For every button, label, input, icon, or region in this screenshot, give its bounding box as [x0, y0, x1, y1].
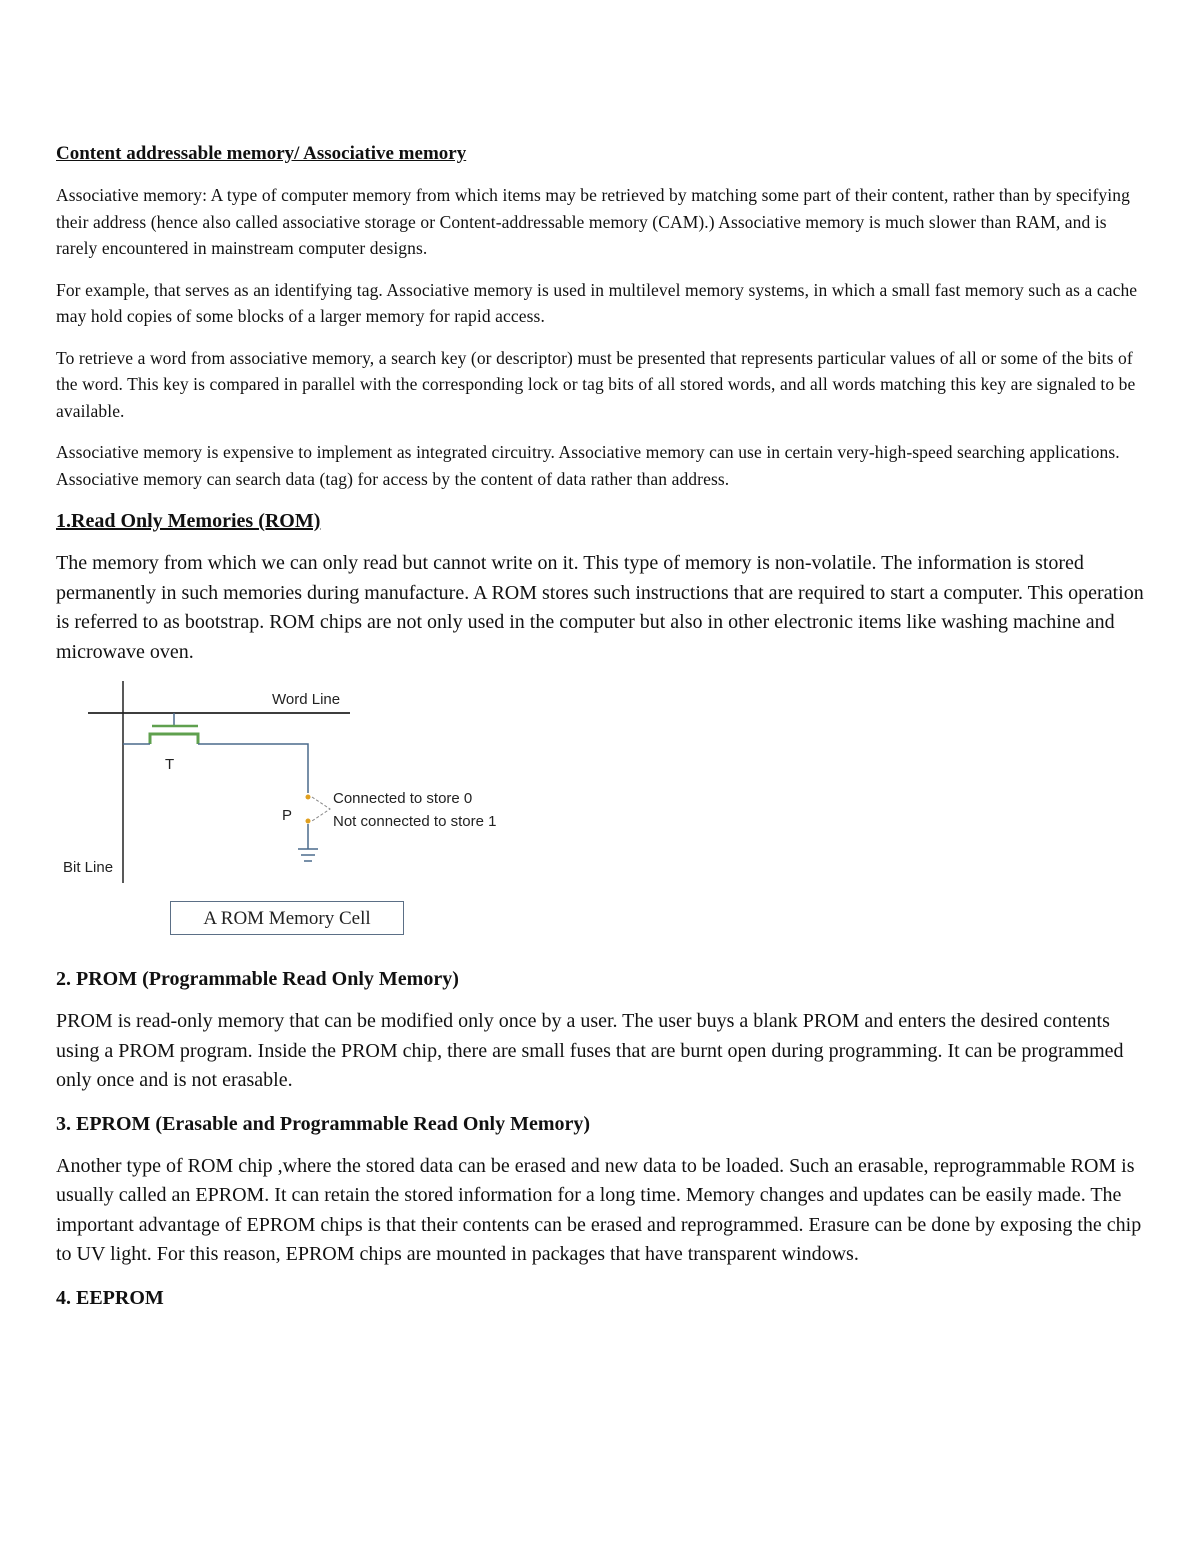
figure-caption: A ROM Memory Cell: [170, 901, 404, 935]
cam-paragraph-3: To retrieve a word from associative memory, a search key (or descriptor) must be presented that represents particular values of all or some of the bits of the word. This key is compared in parallel with the corresponding lock or tag bits of all stored words, and all words matching this key are signaled to be available.: [56, 347, 1136, 421]
rom-memory-cell-figure: [56, 681, 576, 949]
junction-dot-bottom: [306, 819, 311, 824]
prom-paragraph: PROM is read-only memory that can be modified only once by a user. The user buys a blank PROM and enters the desired contents using a PROM program. Inside the PROM chip, there are small fuses that are burnt open during programming. It can be programmed only once and is not erasable.: [56, 1010, 1124, 1091]
rom-paragraph: The memory from which we can only read but cannot write on it. This type of memory is non-volatile. The information is stored permanently in such memories during manufacture. A ROM stores such instructions that are required to start a computer. This operation is referred to as bootstrap. ROM chips are not only used in the computer but also in other electronic items like washing machine and microwave oven.: [56, 552, 1144, 663]
section-heading-cam: Content addressable memory/ Associative memory: [56, 143, 467, 164]
drain-wire: [198, 744, 308, 793]
cam-paragraph-2: For example, that serves as an identifying tag. Associative memory is used in multilevel memory systems, in which a small fast memory such as a cache may hold copies of some blocks of a larger memory for rapid access.: [56, 279, 1138, 326]
section-heading-prom: 2. PROM (Programmable Read Only Memory): [56, 968, 459, 990]
connected-label: Connected to store 0: [333, 790, 473, 807]
switch-contacts: [312, 797, 330, 821]
junction-dot-top: [306, 795, 311, 800]
section-heading-rom: 1.Read Only Memories (ROM): [56, 510, 321, 532]
document-page: [56, 140, 1146, 1326]
section-heading-eeprom: 4. EEPROM: [56, 1286, 164, 1309]
not-connected-label: Not connected to store 1: [333, 813, 497, 830]
cam-paragraph-1: Associative memory: A type of computer memory from which items may be retrieved by matching some part of their content, rather than by specifying their address (hence also called associative storage or Content-addressable memory (CAM).) Associative memory is much slower than RAM, and is rarely encountered in mainstream computer designs.: [56, 185, 1130, 258]
transistor-channel: [150, 734, 198, 744]
section-heading-eprom: 3. EPROM (Erasable and Programmable Read Only Memory): [56, 1112, 591, 1135]
word-line-label: Word Line: [272, 691, 341, 708]
eprom-paragraph: Another type of ROM chip ,where the stored data can be erased and new data to be loaded. Such an erasable, reprogrammable ROM is usually called an EPROM. It can retain the stored information for a long time. Memory changes and updates can be easily made. The important advantage of EPROM chips is that their contents can be erased and reprogrammed. Erasure can be done by exposing the chip to UV light. For this reason, EPROM chips are mounted in packages that have transparent windows.: [56, 1154, 1142, 1265]
transistor-label: T: [165, 756, 175, 773]
cam-paragraph-4: Associative memory is expensive to implement as integrated circuitry. Associative memory can use in certain very-high-speed searching applications. Associative memory can search data (tag) for access by the content of data rather than address.: [56, 442, 1120, 489]
point-label: P: [282, 807, 293, 824]
bit-line-label: Bit Line: [63, 859, 114, 876]
